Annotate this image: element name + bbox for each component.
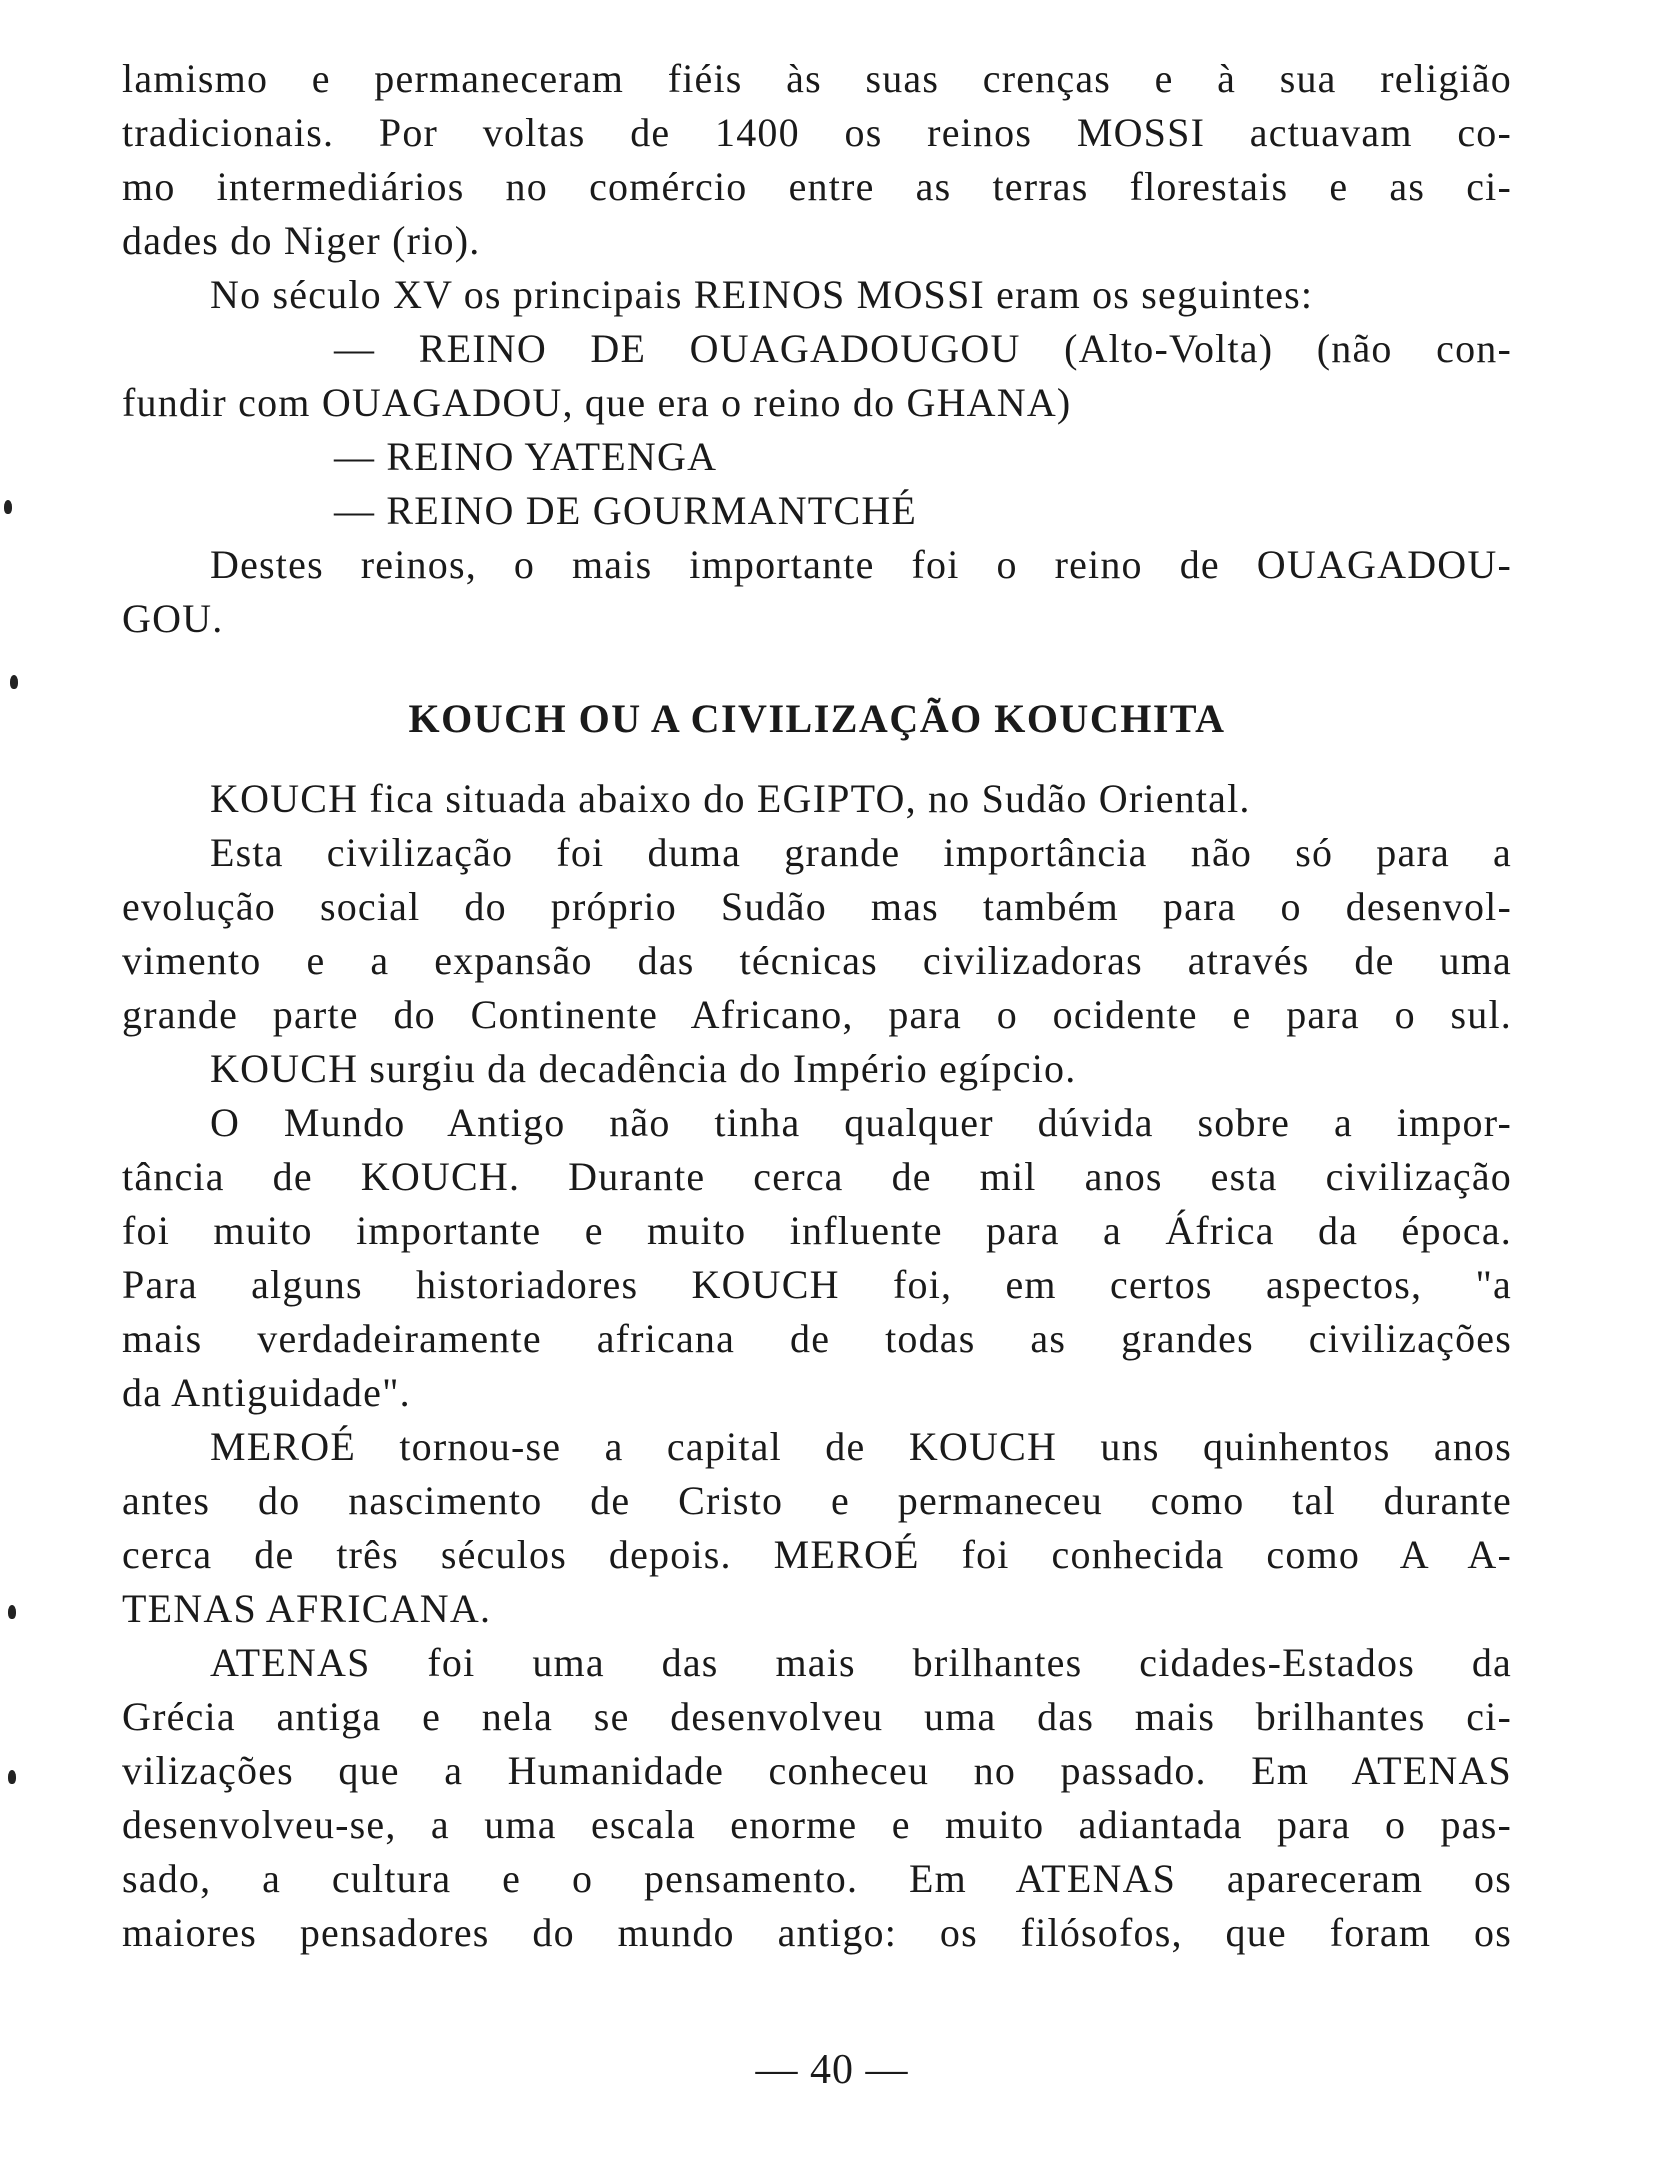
reinos-intro: No século XV os principais REINOS MOSSI eram os seguintes: xyxy=(210,272,1314,317)
text-line: sado, a cultura e o pensamento. Em ATENAS apareceram os xyxy=(122,1856,1512,1901)
text-line: vimento e a expansão das técnicas civilizadoras através de uma xyxy=(122,938,1512,983)
text-line: vilizações que a Humanidade conheceu no passado. Em ATENAS xyxy=(122,1748,1512,1793)
list-item: — REINO YATENGA xyxy=(334,434,718,479)
paragraph-mundo-antigo xyxy=(122,1096,1512,1420)
text-line: desenvolveu-se, a uma escala enorme e muito adiantada para o pas- xyxy=(122,1802,1512,1847)
paragraph-atenas xyxy=(122,1636,1512,1960)
paragraph-kouch-origin xyxy=(122,1042,1512,1096)
text-line: mo intermediários no comércio entre as terras florestais e as ci- xyxy=(122,164,1512,209)
page-number: — 40 — xyxy=(755,2047,909,2093)
margin-speck xyxy=(8,1605,16,1619)
text-line: GOU. xyxy=(122,596,224,641)
list-item-continuation: fundir com OUAGADOU, que era o reino do GHANA) xyxy=(122,380,1072,425)
text-line: cerca de três séculos depois. MEROÉ foi conhecida como A A- xyxy=(122,1532,1512,1577)
margin-speck xyxy=(10,675,18,689)
paragraph-mossi xyxy=(122,52,1512,268)
list-item: — REINO DE OUAGADOUGOU (Alto-Volta) (não con- xyxy=(334,326,1512,371)
text-line: tância de KOUCH. Durante cerca de mil anos esta civilização xyxy=(122,1154,1512,1199)
text-line: Esta civilização foi duma grande importância não só para a xyxy=(210,830,1512,875)
page-body xyxy=(122,52,1512,1960)
text-line: da Antiguidade". xyxy=(122,1370,411,1415)
text-line: Destes reinos, o mais importante foi o reino de OUAGADOU- xyxy=(210,542,1512,587)
margin-speck xyxy=(8,1770,16,1784)
text-line: foi muito importante e muito influente para a África da época. xyxy=(122,1208,1512,1253)
paragraph-meroe xyxy=(122,1420,1512,1636)
paragraph-kouch-importance xyxy=(122,826,1512,1042)
margin-speck xyxy=(4,500,12,514)
text-line: lamismo e permaneceram fiéis às suas crenças e à sua religião xyxy=(122,56,1512,101)
text-line: ATENAS foi uma das mais brilhantes cidades-Estados da xyxy=(210,1640,1512,1685)
text-line: KOUCH fica situada abaixo do EGIPTO, no Sudão Oriental. xyxy=(210,776,1251,821)
text-line: KOUCH surgiu da decadência do Império egípcio. xyxy=(210,1046,1077,1091)
reinos-list xyxy=(122,322,1512,538)
text-line: dades do Niger (rio). xyxy=(122,218,481,263)
text-line: MEROÉ tornou-se a capital de KOUCH uns quinhentos anos xyxy=(210,1424,1512,1469)
paragraph-kouch-location xyxy=(122,772,1512,826)
text-line: Para alguns historiadores KOUCH foi, em certos aspectos, "a xyxy=(122,1262,1512,1307)
text-line: Grécia antiga e nela se desenvolveu uma das mais brilhantes ci- xyxy=(122,1694,1512,1739)
text-line: maiores pensadores do mundo antigo: os filósofos, que foram os xyxy=(122,1910,1512,1955)
paragraph-destes xyxy=(122,538,1512,646)
list-item: — REINO DE GOURMANTCHÉ xyxy=(334,488,918,533)
text-line: tradicionais. Por voltas de 1400 os reinos MOSSI actuavam co- xyxy=(122,110,1512,155)
text-line: evolução social do próprio Sudão mas também para o desenvol- xyxy=(122,884,1512,929)
text-line: grande parte do Continente Africano, para o ocidente e para o sul. xyxy=(122,992,1512,1037)
section-heading: KOUCH OU A CIVILIZAÇÃO KOUCHITA xyxy=(408,696,1226,741)
text-line: O Mundo Antigo não tinha qualquer dúvida sobre a impor- xyxy=(210,1100,1512,1145)
text-line: mais verdadeiramente africana de todas as grandes civilizações xyxy=(122,1316,1512,1361)
text-line: TENAS AFRICANA. xyxy=(122,1586,492,1631)
text-line: antes do nascimento de Cristo e permaneceu como tal durante xyxy=(122,1478,1512,1523)
